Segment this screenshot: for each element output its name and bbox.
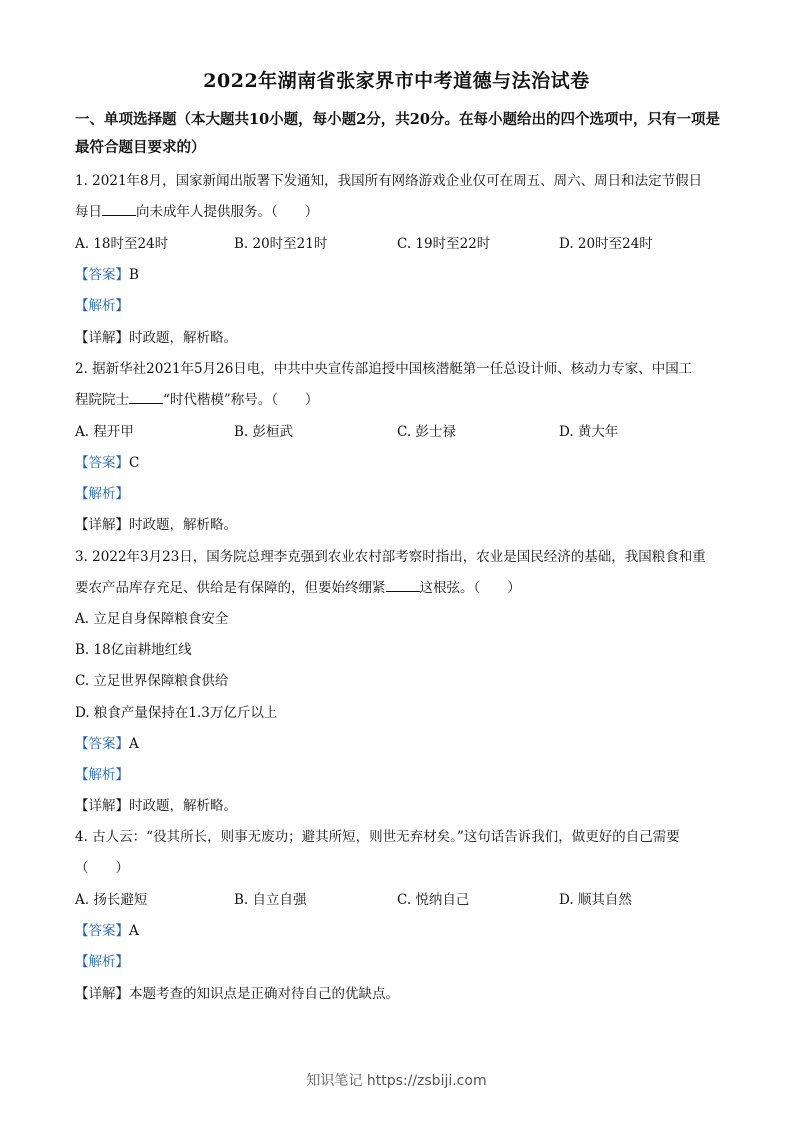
question-2-option-c: C. 彭士禄	[397, 424, 456, 440]
question-2-option-a: A. 程开甲	[75, 424, 134, 440]
question-2-analysis: 【解析】	[75, 486, 129, 502]
question-4-option-d: D. 顺其自然	[559, 892, 632, 908]
question-4-analysis: 【解析】	[75, 954, 129, 970]
question-4-option-b: B. 自立自强	[234, 892, 307, 908]
question-4-text: 4. 古人云：“役其所长，则事无废功；避其所短，则世无弃材矣。”这句话告诉我们，做更好的自己需要	[75, 829, 680, 845]
question-4-text-cont: （ ）	[75, 860, 129, 876]
question-1-analysis: 【解析】	[75, 298, 129, 314]
question-3-answer: 【答案】A	[75, 736, 139, 752]
question-3-option-b: B. 18亿亩耕地红线	[75, 642, 192, 658]
answer-blank	[129, 391, 163, 404]
question-3-text-cont: 要农产品库存充足、供给是有保障的，但要始终绷紧 这根弦。（ ）	[75, 580, 521, 596]
question-2-option-d: D. 黄大年	[559, 424, 619, 440]
question-4-option-a: A. 扬长避短	[75, 892, 148, 908]
question-2-text: 2. 据新华社2021年5月26日电，中共中央宣传部追授中国核潜艇第一任总设计师、核动力专家、中国工	[75, 361, 693, 377]
question-3-text: 3. 2022年3月23日，国务院总理李克强到农业农村部考察时指出，农业是国民经济的基础，我国粮食和重	[75, 549, 706, 565]
question-1-text: 1. 2021年8月，国家新闻出版署下发通知，我国所有网络游戏企业仅可在周五、周六、周日和法定节假日	[75, 173, 703, 189]
question-2-answer: 【答案】C	[75, 455, 140, 471]
question-2-text-cont: 程院院士 “时代楷模”称号。（ ）	[75, 392, 319, 408]
question-1-answer: 【答案】B	[75, 267, 139, 283]
question-3-option-a: A. 立足自身保障粮食安全	[75, 611, 229, 627]
page-title: 2022年湖南省张家界市中考道德与法治试卷	[203, 70, 590, 92]
question-2-detail: 【详解】时政题，解析略。	[75, 517, 237, 533]
question-3-analysis: 【解析】	[75, 767, 129, 783]
question-4-answer: 【答案】A	[75, 923, 139, 939]
question-1-option-a: A. 18时至24时	[75, 236, 169, 252]
question-3-option-c: C. 立足世界保障粮食供给	[75, 673, 229, 689]
question-1-option-c: C. 19时至22时	[397, 236, 491, 252]
footer-watermark: 知识笔记 https://zsbiji.com	[306, 1073, 487, 1089]
question-4-detail: 【详解】本题考查的知识点是正确对待自己的优缺点。	[75, 986, 399, 1002]
section-heading: 一、单项选择题（本大题共10小题，每小题2分，共20分。在每小题给出的四个选项中，只有一项是最符合题目要求的）	[75, 111, 720, 156]
answer-blank	[102, 203, 136, 216]
question-4-option-c: C. 悦纳自己	[397, 892, 470, 908]
question-1-text-cont: 每日 向未成年人提供服务。（ ）	[75, 204, 319, 220]
question-1-option-b: B. 20时至21时	[234, 236, 328, 252]
answer-blank	[386, 579, 420, 592]
question-1-detail: 【详解】时政题，解析略。	[75, 330, 237, 346]
question-3-detail: 【详解】时政题，解析略。	[75, 798, 237, 814]
question-3-option-d: D. 粮食产量保持在1.3万亿斤以上	[75, 705, 278, 721]
question-1-option-d: D. 20时至24时	[559, 236, 653, 252]
question-2-option-b: B. 彭桓武	[234, 424, 294, 440]
